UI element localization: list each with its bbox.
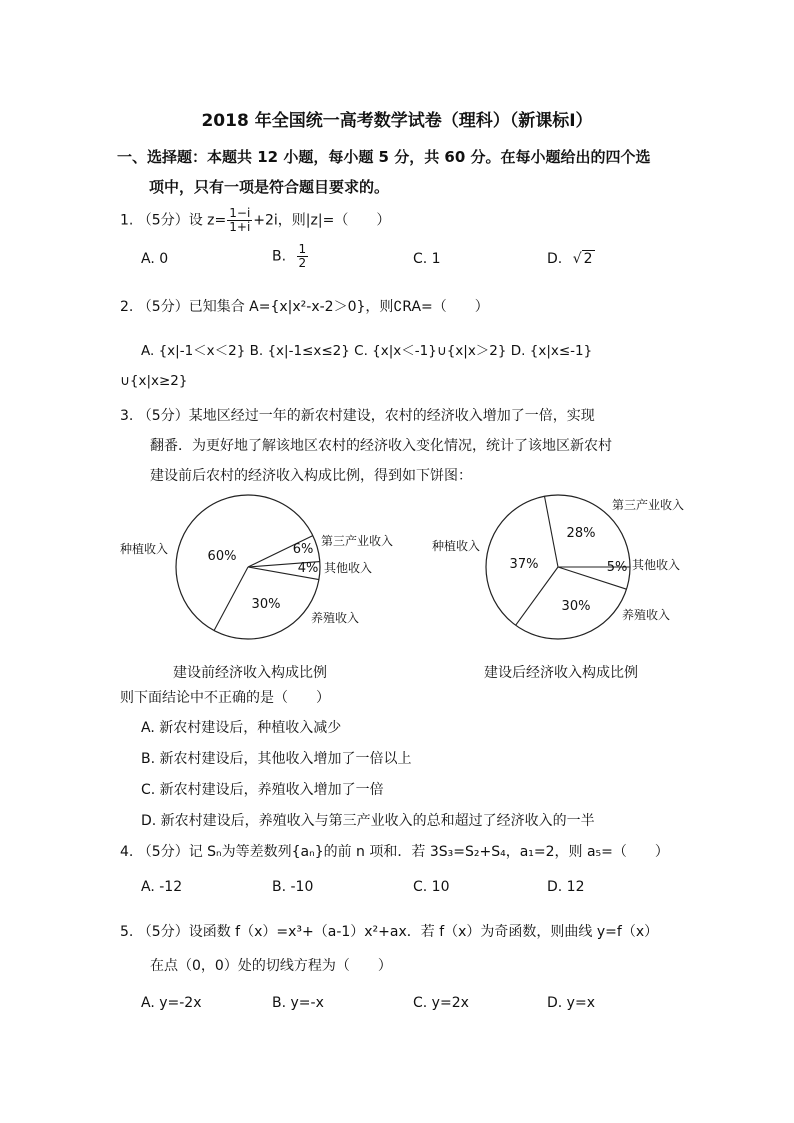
q1-option-b-fraction	[297, 243, 309, 270]
section-heading-line1: 一、选择题：本题共 12 小题，每小题 5 分，共 60 分。在每小题给出的四个选	[117, 148, 651, 166]
q5-option-a: A. y=-2x	[141, 995, 202, 1011]
pie-after-percent-0: 37%	[509, 557, 539, 572]
pie-after-category-2: 其他收入	[632, 558, 681, 572]
q1-option-c: C. 1	[413, 251, 441, 267]
q3-option-b: B. 新农村建设后，其他收入增加了一倍以上	[141, 751, 412, 767]
q4-option-c: C. 10	[413, 879, 450, 895]
q5-option-c: C. y=2x	[413, 995, 469, 1011]
pie-before-category-1: 第三产业收入	[321, 534, 394, 548]
pie-before-category-0: 种植收入	[120, 542, 169, 556]
question-2-stem: 2. （5分）已知集合 A={x|x²-x-2＞0}，则∁RA=（ ）	[120, 299, 489, 315]
q1-option-d-label: D.	[547, 251, 563, 267]
pie-charts	[100, 490, 700, 690]
pie-after-boundary-0	[545, 496, 559, 567]
q1-option-b-denominator: 2	[298, 256, 307, 270]
question-3-line1: 3. （5分）某地区经过一年的新农村建设，农村的经济收入增加了一倍，实现	[120, 408, 595, 424]
q1-option-b	[272, 243, 309, 270]
q5-option-b: B. y=-x	[272, 995, 324, 1011]
pie-before-percent-3: 30%	[251, 597, 281, 612]
question-3-prompt: 则下面结论中不正确的是（ ）	[120, 690, 330, 706]
question-5-line2: 在点（0，0）处的切线方程为（ ）	[150, 958, 392, 974]
q1-fraction-numerator: 1−i	[229, 206, 251, 220]
pie-after-caption: 建设后经济收入构成比例	[484, 665, 638, 681]
q1-option-d-radicand: 2	[583, 251, 593, 267]
pie-before-percent-2: 4%	[297, 561, 319, 576]
pie-before-percent-0: 60%	[207, 549, 237, 564]
pie-before-percent-1: 6%	[292, 542, 314, 557]
q1-fraction-denominator: 1+i	[229, 220, 251, 234]
q1-option-d	[547, 251, 595, 267]
pie-before-boundary-3	[214, 567, 248, 631]
pie-after-category-0: 种植收入	[432, 539, 481, 553]
q3-option-c: C. 新农村建设后，养殖收入增加了一倍	[141, 782, 384, 798]
pie-after-boundary-3	[516, 567, 558, 625]
q3-option-a: A. 新农村建设后，种植收入减少	[141, 720, 342, 736]
q1-option-b-numerator: 1	[298, 242, 307, 256]
q5-option-d: D. y=x	[547, 995, 595, 1011]
q2-options: A. {x|-1＜x＜2} B. {x|-1≤x≤2} C. {x|x＜-1}∪{x|x＞2} D. {x|x≤-1}	[141, 343, 593, 359]
q3-option-d: D. 新农村建设后，养殖收入与第三产业收入的总和超过了经济收入的一半	[141, 813, 595, 829]
question-3-line3: 建设前后农村的经济收入构成比例，得到如下饼图：	[150, 468, 472, 484]
q4-option-a: A. -12	[141, 879, 183, 895]
q2-options-tail: ∪{x|x≥2}	[120, 373, 188, 389]
pie-before-category-2: 其他收入	[324, 561, 373, 575]
q1-fraction	[227, 207, 252, 234]
q1-stem-suffix: +2i，则|z|=（ ）	[253, 212, 391, 229]
question-5-line1: 5. （5分）设函数 f（x）=x³+（a-1）x²+ax．若 f（x）为奇函数，则曲线 y=f（x）	[120, 924, 659, 940]
q1-option-a: A. 0	[141, 251, 169, 267]
q1-option-b-label: B.	[272, 248, 287, 265]
question-1-stem	[120, 207, 390, 234]
q1-stem-prefix: 1. （5分）设 z=	[120, 212, 227, 229]
page-title: 2018 年全国统一高考数学试卷（理科）（新课标Ⅰ）	[201, 111, 593, 131]
question-4-stem: 4. （5分）记 Sₙ为等差数列{aₙ}的前 n 项和．若 3S₃=S₂+S₄，a₁=2，则 a₅=（ ）	[120, 844, 669, 860]
q1-option-d-sqrt: √ 2	[572, 251, 593, 267]
pie-after-percent-3: 30%	[561, 599, 591, 614]
pie-after-category-3: 养殖收入	[622, 608, 671, 622]
section-heading-line2: 项中，只有一项是符合题目要求的。	[149, 178, 390, 196]
pie-before-category-3: 养殖收入	[311, 611, 360, 625]
pie-after-percent-2: 5%	[606, 560, 628, 575]
pie-before-caption: 建设前经济收入构成比例	[173, 665, 327, 681]
pie-after-percent-1: 28%	[566, 526, 596, 541]
q4-option-b: B. -10	[272, 879, 314, 895]
pie-after-category-1: 第三产业收入	[612, 498, 685, 512]
q4-option-d: D. 12	[547, 879, 585, 895]
question-3-line2: 翻番．为更好地了解该地区农村的经济收入变化情况，统计了该地区新农村	[150, 438, 612, 454]
